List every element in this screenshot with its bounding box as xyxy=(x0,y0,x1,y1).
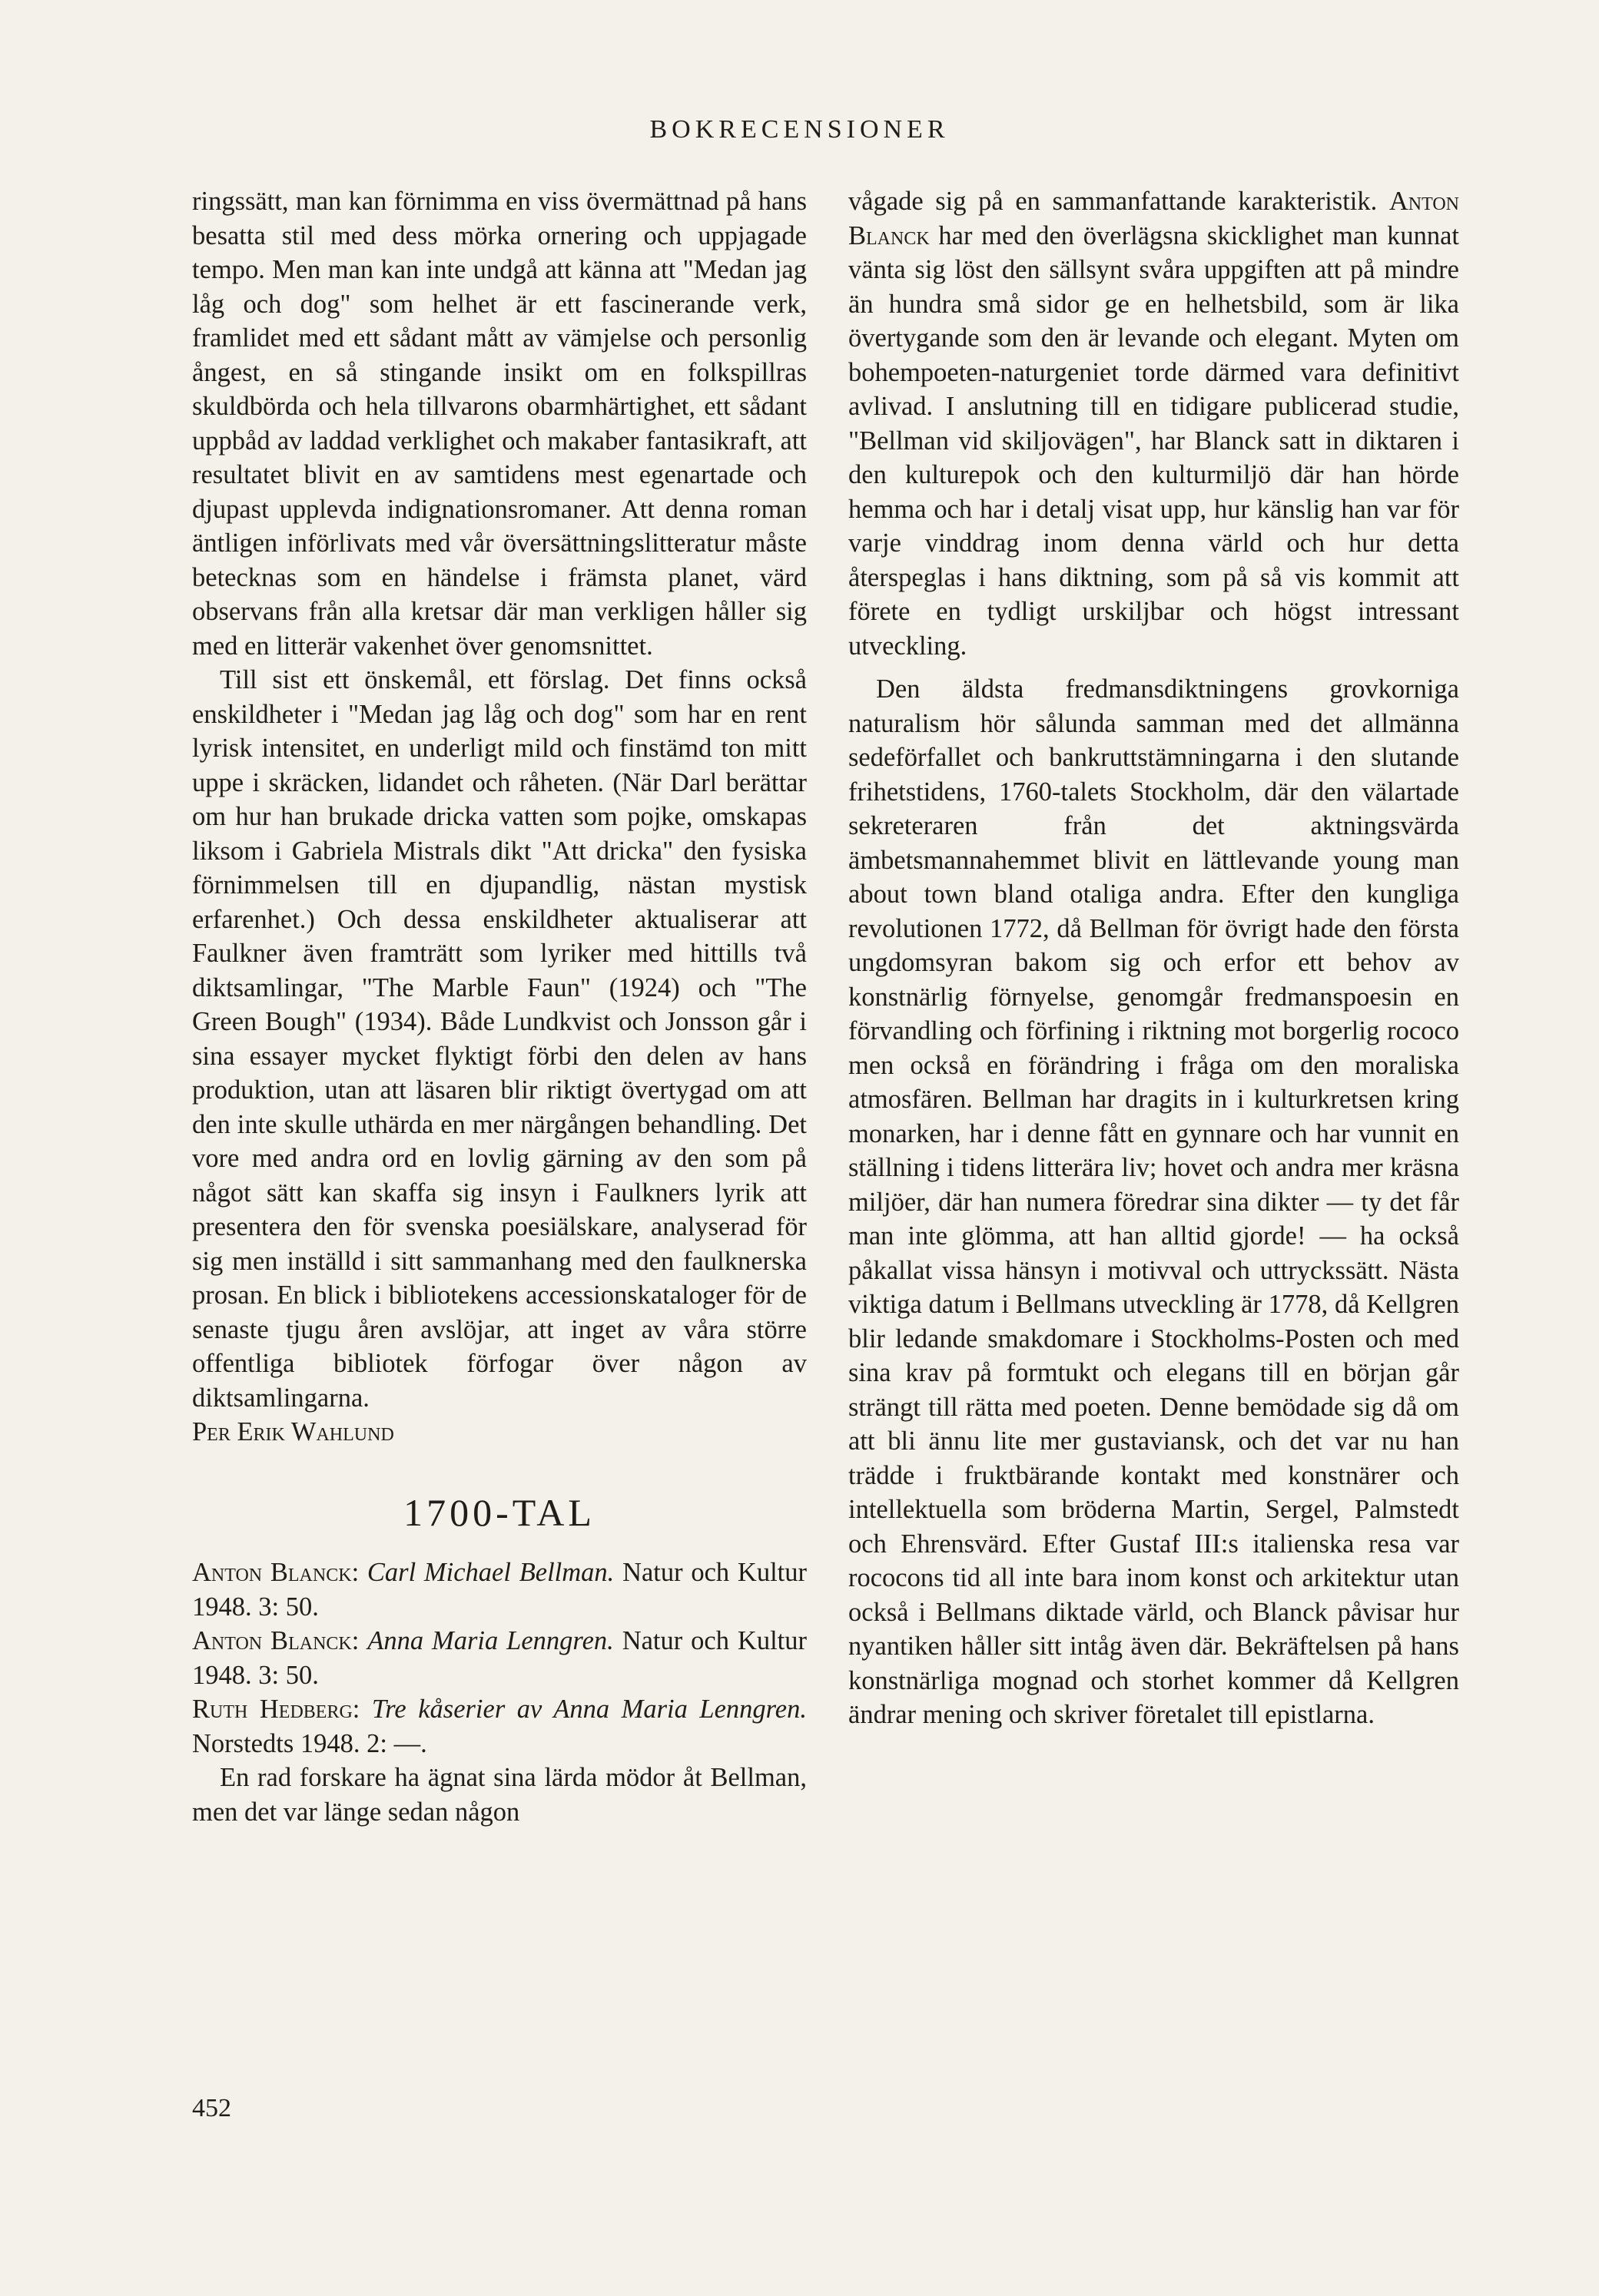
bib-title: Carl Michael Bellman. xyxy=(367,1558,615,1587)
paragraph xyxy=(848,184,1459,663)
bib-publisher: Natur och Kultur 1948. 3: 50. xyxy=(192,1626,807,1690)
right-column xyxy=(848,184,1459,1732)
section-heading: 1700-TAL xyxy=(403,1490,595,1534)
paragraph: Till sist ett önskemål, ett förslag. Det finns också enskildheter i "Medan jag låg och dog" som har en rent lyrisk intensitet, en underligt mild och finstämd ton mitt uppe i skräcken, lidandet och råheten. (När Darl berättar om hur han brukade dricka vatten som pojke, omskapas liksom i Gabriela Mistrals dikt "Att dricka" den fysiska förnimmelsen till en djupandlig, nästan mystisk erfarenhet.) Och dessa enskildheter aktualiserar att Faulkner även framträtt som lyriker med hittills två diktsamlingar, "The Marble Faun" (1924) och "The Green Bough" (1934). Både Lundkvist och Jonsson går i sina essayer mycket flyktigt förbi den delen av hans produktion, utan att läsaren blir riktigt övertygad om att den inte skulle uthärda en mer närgången behandling. Det vore med andra ord en lovlig gärning av den som på något sätt kan skaffa sig insyn i Faulkners lyrik att presentera den för svenska poesiälskare, analyserad för sig men inställd i sitt sammanhang med den faulknerska prosan. En blick i bibliotekens accessionskataloger för de senaste tjugu åren avslöjar, att inget av våra större offentliga bibliotek förfogar över någon av diktsamlingarna. xyxy=(192,665,807,1413)
bibliography-entry: Anton Blanck: Anna Maria Lenngren. Natur och Kultur 1948. 3: 50. xyxy=(192,1626,807,1690)
left-column xyxy=(192,184,807,1829)
page-number: 452 xyxy=(192,2094,231,2122)
bib-author: Ruth Hedberg xyxy=(192,1695,353,1724)
paragraph-rest: har med den överlägsna skicklighet man kunnat vänta sig löst den sällsynt svåra uppgiften att på mindre än hundra små sidor ge en helhetsbild, som är lika övertygande som den är levande och elegant. Myten om bohempoeten-naturgeniet torde därmed vara definitivt avlivad. I anslutning till en tidigare publicerad studie, "Bellman vid skiljovägen", har Blanck satt in diktaren i den kulturepok och den kulturmiljö där han hörde hemma och har i detalj visat upp, hur känslig han var för varje vinddrag inom denna värld och hur detta återspeglas i hans diktning, som på så vis kommit att förete en tydligt urskiljbar och högst intressant utveckling. xyxy=(848,220,1459,661)
author-name: Anton Blanck xyxy=(848,187,1459,250)
bib-author: Anton Blanck xyxy=(192,1558,352,1587)
bib-author: Anton Blanck xyxy=(192,1626,352,1655)
bib-title: Anna Maria Lenngren. xyxy=(367,1626,614,1655)
paragraph: Den äldsta fredmansdiktningens grovkorniga naturalism hör sålunda samman med det allmänna sedeförfallet och bankruttstämningarna i den slutande frihetstidens, 1760-talets Stockholm, där den välartade sekreteraren från det aktningsvärda ämbetsmannahemmet blivit en lättlevande young man about town bland otaliga andra. Efter den kungliga revolutionen 1772, då Bellman för övrigt hade den första ungdomsyran bakom sig och erfor ett behov av konstnärlig förnyelse, genomgår fredmanspoesin en förvandling och förfining i riktning mot borgerlig rococo men också en förändring i fråga om den moraliska atmosfären. Bellman har dragits in i kulturkretsen kring monarken, har i denne fått en gynnare och har vunnit en ställning i tidens litterära liv; hovet och andra mer kräsna miljöer, där han numera föredrar sina dikter — ty det får man inte glömma, att han alltid gjorde! — ha också påkallat vissa hänsyn i motivval och uttryckssätt. Nästa viktiga datum i Bellmans utveckling är 1778, då Kellgren blir ledande smakdomare i Stockholms-Posten och med sina krav på formtukt och elegans till en början går strängt till rätta med poeten. Denne bemödade sig då om att bli ännu lite mer gustaviansk, och det var nu han trädde i fruktbärande kontakt med konstnärer och intellektuella som bröderna Martin, Sergel, Palmstedt och Ehrensvärd. Efter Gustaf III:s italienska resa var rococons tid all inte bara inom konst och arkitektur utan också i Bellmans diktade värld, och Blanck påvisar hur nyantiken håller sitt intåg även där. Bekräftelsen på hans konstnärliga mognad och storhet kommer då Kellgren ändrar mening och skriver företalet till epistlarna. xyxy=(848,674,1459,1729)
paragraph: ringssätt, man kan förnimma en viss övermättnad på hans besatta stil med dess mörka ornering och uppjagade tempo. Men man kan inte undgå att känna att "Medan jag låg och dog" som helhet är ett fascinerande verk, framlidet med ett sådant mått av vämjelse och personlig ångest, en så stingande insikt om en folkspillras skuldbörda och hela tillvarons obarmhärtighet, ett sådant uppbåd av laddad verklighet och makaber fantasikraft, att resultatet blivit en av samtidens mest egenartade och djupast upplevda indignationsromaner. Att denna roman äntligen införlivats med vår översättningslitteratur måste betecknas som en händelse i främsta planet, värd observans från alla kretsar där man verkligen håller sig med en litterär vakenhet över genomsnittet. xyxy=(192,187,807,661)
bibliography-entry: Anton Blanck: Carl Michael Bellman. Natur och Kultur 1948. 3: 50. xyxy=(192,1558,807,1622)
bib-publisher: Natur och Kultur 1948. 3: 50. xyxy=(192,1558,807,1622)
bib-publisher: Norstedts 1948. 2: —. xyxy=(192,1728,427,1758)
paragraph-start: vågade sig på en sammanfattande karakteristik. xyxy=(848,187,1378,216)
running-header: BOKRECENSIONER xyxy=(649,115,950,144)
paragraph: En rad forskare ha ägnat sina lärda mödor åt Bellman, men det var länge sedan någon xyxy=(192,1763,807,1827)
bib-title: Tre kåserier av Anna Maria Lenngren. xyxy=(371,1695,807,1724)
bibliography-entry: Ruth Hedberg: Tre kåserier av Anna Maria Lenngren. Norstedts 1948. 2: —. xyxy=(192,1695,807,1758)
review-signature: Per Erik Wahlund xyxy=(192,1417,394,1446)
